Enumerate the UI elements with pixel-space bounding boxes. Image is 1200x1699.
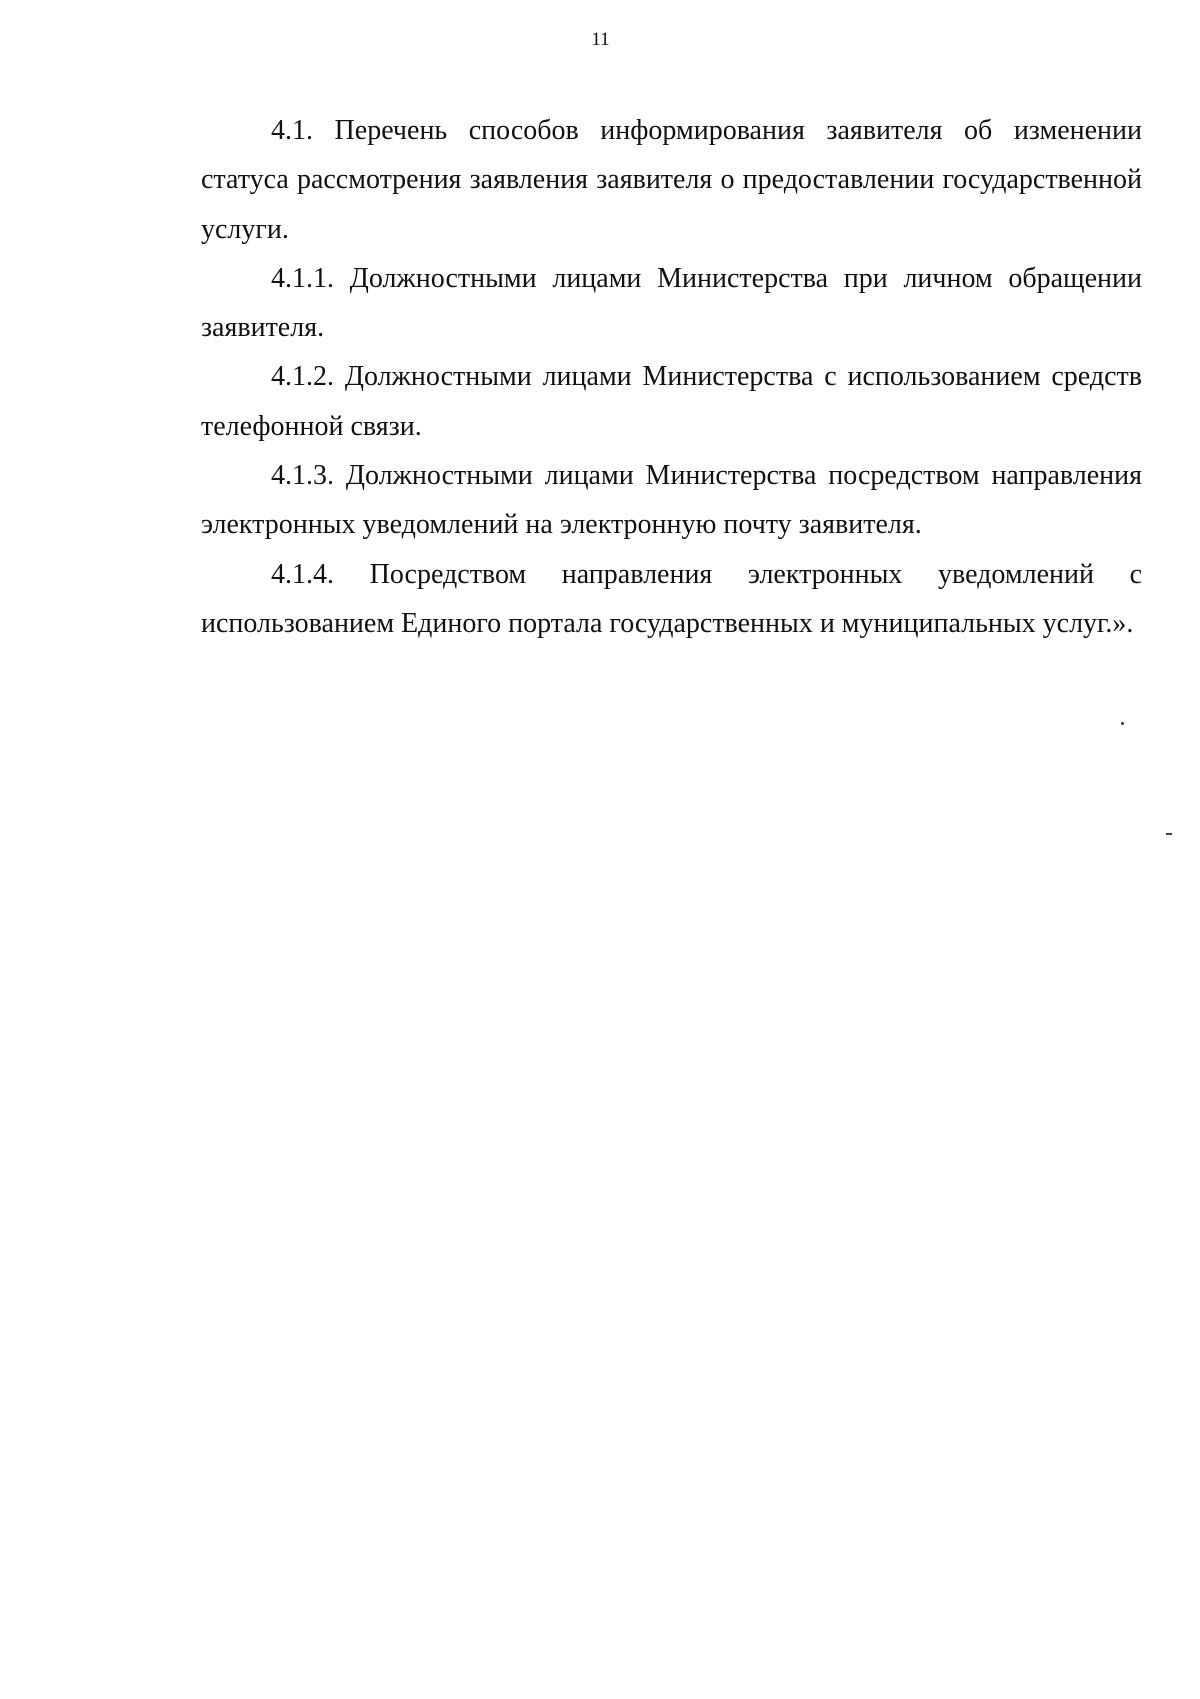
paragraph-4-1: 4.1. Перечень способов информирования заявителя об изменении статуса рассмотрения заявления заявителя о предоставлении государственной услуги.	[201, 115, 1142, 245]
page-number: 11	[591, 29, 610, 50]
scan-speck	[1166, 833, 1172, 835]
scan-speck	[1121, 722, 1124, 725]
document-body	[201, 106, 1142, 648]
paragraph-4-1-4: 4.1.4. Посредством направления электронных уведомлений с использованием Единого портала государственных и муниципальных услуг.».	[201, 558, 1142, 639]
paragraph-4-1-2: 4.1.2. Должностными лицами Министерства с использованием средств телефонной связи.	[201, 361, 1142, 442]
paragraph-4-1-3: 4.1.3. Должностными лицами Министерства посредством направления электронных уведомлений на электронную почту заявителя.	[201, 460, 1142, 541]
paragraph-4-1-1: 4.1.1. Должностными лицами Министерства при личном обращении заявителя.	[201, 262, 1142, 344]
